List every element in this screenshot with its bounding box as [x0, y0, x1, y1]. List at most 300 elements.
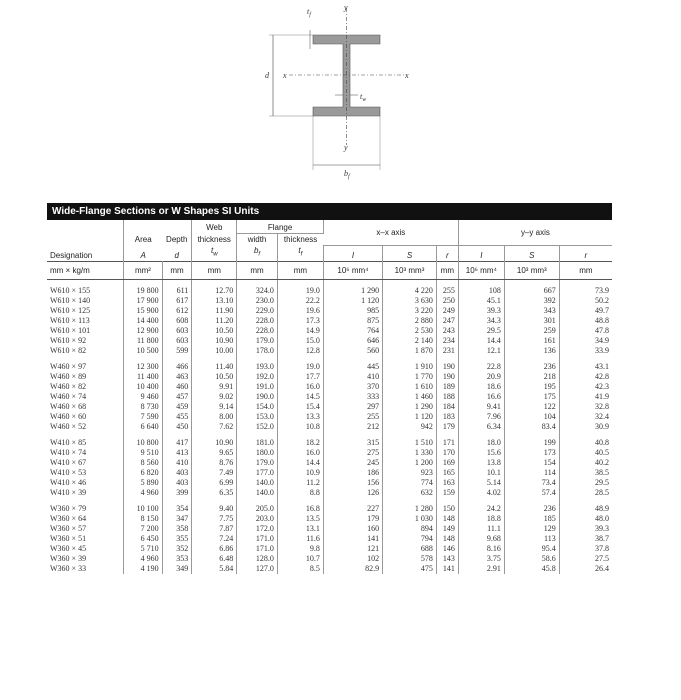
value-cell: 227 — [323, 504, 382, 514]
value-cell: 603 — [162, 326, 192, 336]
value-cell: 8 730 — [124, 402, 162, 412]
designation-cell: W410 × 85 — [47, 438, 124, 448]
value-cell: 34.9 — [595, 335, 609, 345]
value-cell: 353 — [162, 554, 192, 564]
value-cell: 141 — [323, 534, 382, 544]
value-cell: 10 400 — [124, 382, 162, 392]
designation-cell: W460 × 82 — [47, 382, 124, 392]
value-cell: 140.0 — [237, 478, 278, 488]
i-beam-cross-section-figure — [255, 0, 435, 195]
value-cell: 154.0 — [237, 402, 278, 412]
value-cell: 40.8 — [595, 437, 609, 447]
value-cell: 104 — [504, 412, 559, 422]
value-cell: 7.87 — [192, 524, 237, 534]
table-title: Wide-Flange Sections or W Shapes SI Units — [47, 203, 612, 220]
value-cell: 29.5 — [458, 326, 504, 336]
value-cell: 7.62 — [192, 422, 237, 432]
value-cell: 560 — [323, 346, 382, 356]
value-cell: 9.65 — [192, 448, 237, 458]
value-cell: 358 — [162, 524, 192, 534]
value-cell: 170 — [436, 448, 458, 458]
value-cell: 1 330 — [383, 448, 437, 458]
value-cell: 8 560 — [124, 458, 162, 468]
value-cell: 399 — [162, 488, 192, 498]
label-tw: $t_w$ — [360, 92, 367, 103]
header-depth-symbol: d — [162, 245, 192, 261]
value-cell: 275 — [323, 448, 382, 458]
value-cell: 15.4 — [277, 402, 323, 412]
unit-cell: 10⁶ mm⁴ — [323, 261, 382, 279]
value-cell: 146 — [436, 544, 458, 554]
units-row — [47, 261, 612, 279]
value-cell: 37.8 — [595, 543, 609, 553]
designation-cell: W610 × 101 — [47, 326, 124, 336]
value-cell: 9 460 — [124, 392, 162, 402]
value-cell: 10.90 — [192, 438, 237, 448]
value-cell: 15.0 — [277, 336, 323, 346]
value-cell: 11.40 — [192, 362, 237, 372]
value-cell: 205.0 — [237, 504, 278, 514]
unit-cell: 10⁶ mm⁴ — [458, 261, 504, 279]
designation-cell: W410 × 67 — [47, 458, 124, 468]
value-cell: 175 — [504, 392, 559, 402]
table-row — [47, 564, 612, 574]
value-cell: 171 — [436, 438, 458, 448]
value-cell: 58.6 — [504, 554, 559, 564]
designation-cell: W460 × 60 — [47, 412, 124, 422]
value-cell: 7.75 — [192, 514, 237, 524]
header-xx-axis: x–x axis — [323, 220, 458, 245]
value-cell: 352 — [162, 544, 192, 554]
designation-cell: W610 × 140 — [47, 296, 124, 306]
value-cell: 19.0 — [277, 362, 323, 372]
value-cell: 199 — [504, 438, 559, 448]
value-cell: 234 — [436, 336, 458, 346]
value-cell: 171.0 — [237, 544, 278, 554]
value-cell: 165 — [436, 468, 458, 478]
table-row — [47, 372, 612, 382]
table-row — [47, 392, 612, 402]
value-cell: 126 — [323, 488, 382, 498]
value-cell: 73.9 — [595, 285, 609, 295]
designation-cell: W410 × 39 — [47, 488, 124, 498]
value-cell: 8.5 — [277, 564, 323, 574]
value-cell: 9.8 — [277, 544, 323, 554]
value-cell: 11.1 — [458, 524, 504, 534]
value-cell: 794 — [383, 534, 437, 544]
value-cell: 13.8 — [458, 458, 504, 468]
value-cell: 355 — [162, 534, 192, 544]
value-cell: 6 820 — [124, 468, 162, 478]
value-cell: 403 — [162, 468, 192, 478]
value-cell: 122 — [504, 402, 559, 412]
value-cell: 163 — [436, 478, 458, 488]
value-cell: 172.0 — [237, 524, 278, 534]
value-cell: 171.0 — [237, 534, 278, 544]
value-cell: 212 — [323, 422, 382, 432]
unit-cell: 10³ mm³ — [504, 261, 559, 279]
value-cell: 203.0 — [237, 514, 278, 524]
designation-cell: W360 × 45 — [47, 544, 124, 554]
value-cell: 181.0 — [237, 438, 278, 448]
designation-cell: W360 × 39 — [47, 554, 124, 564]
header-flange-thickness: thickness — [283, 235, 318, 244]
value-cell: 43.1 — [595, 361, 609, 371]
value-cell: 460 — [162, 382, 192, 392]
value-cell: 18.8 — [458, 514, 504, 524]
value-cell: 161 — [504, 336, 559, 346]
value-cell: 417 — [162, 438, 192, 448]
value-cell: 33.9 — [595, 345, 609, 355]
value-cell: 301 — [504, 316, 559, 326]
value-cell: 40.2 — [595, 457, 609, 467]
value-cell: 48.0 — [595, 513, 609, 523]
value-cell: 259 — [504, 326, 559, 336]
value-cell: 22.8 — [458, 362, 504, 372]
value-cell: 463 — [162, 372, 192, 382]
value-cell: 5 890 — [124, 478, 162, 488]
table-row — [47, 448, 612, 458]
value-cell: 457 — [162, 392, 192, 402]
value-cell: 190.0 — [237, 392, 278, 402]
value-cell: 10.50 — [192, 372, 237, 382]
value-cell: 236 — [504, 504, 559, 514]
value-cell: 5 710 — [124, 544, 162, 554]
value-cell: 156 — [323, 478, 382, 488]
value-cell: 15 900 — [124, 306, 162, 316]
designation-cell: W610 × 92 — [47, 336, 124, 346]
value-cell: 1 200 — [383, 458, 437, 468]
value-cell: 7 590 — [124, 412, 162, 422]
value-cell: 16.0 — [277, 448, 323, 458]
value-cell: 148 — [436, 534, 458, 544]
value-cell: 42.3 — [595, 381, 609, 391]
value-cell: 667 — [504, 279, 559, 296]
table-row — [47, 362, 612, 372]
designation-cell: W610 × 125 — [47, 306, 124, 316]
value-cell: 26.4 — [595, 563, 609, 573]
value-cell: 7.24 — [192, 534, 237, 544]
table-row — [47, 544, 612, 554]
value-cell: 38.5 — [595, 467, 609, 477]
value-cell: 8.16 — [458, 544, 504, 554]
value-cell: 129 — [504, 524, 559, 534]
header-area-symbol: A — [140, 250, 146, 260]
value-cell: 774 — [383, 478, 437, 488]
table-row — [47, 346, 612, 356]
label-d: d — [265, 71, 269, 80]
table-row — [47, 402, 612, 412]
table-row — [47, 336, 612, 346]
value-cell: 195 — [504, 382, 559, 392]
unit-cell: mm — [436, 261, 458, 279]
value-cell: 11 400 — [124, 372, 162, 382]
value-cell: 143 — [436, 554, 458, 564]
value-cell: 13.5 — [277, 514, 323, 524]
value-cell: 9 510 — [124, 448, 162, 458]
table-row — [47, 514, 612, 524]
value-cell: 255 — [323, 412, 382, 422]
value-cell: 83.4 — [504, 422, 559, 432]
value-cell: 9.41 — [458, 402, 504, 412]
value-cell: 12 300 — [124, 362, 162, 372]
value-cell: 459 — [162, 402, 192, 412]
value-cell: 370 — [323, 382, 382, 392]
value-cell: 2.91 — [458, 564, 504, 574]
label-bf: $b_f$ — [344, 169, 350, 180]
value-cell: 186 — [323, 468, 382, 478]
value-cell: 343 — [504, 306, 559, 316]
value-cell: 10.9 — [277, 468, 323, 478]
value-cell: 10.1 — [458, 468, 504, 478]
header-designation: Designation — [47, 220, 124, 261]
value-cell: 18.6 — [458, 382, 504, 392]
header-depth: Depth — [162, 220, 192, 245]
value-cell: 114 — [504, 468, 559, 478]
value-cell: 190 — [436, 372, 458, 382]
value-cell: 82.9 — [323, 564, 382, 574]
value-cell: 45.1 — [458, 296, 504, 306]
value-cell: 14.5 — [277, 392, 323, 402]
value-cell: 11.6 — [277, 534, 323, 544]
value-cell: 599 — [162, 346, 192, 356]
value-cell: 413 — [162, 448, 192, 458]
value-cell: 410 — [162, 458, 192, 468]
value-cell: 24.2 — [458, 504, 504, 514]
value-cell: 354 — [162, 504, 192, 514]
designation-cell: W460 × 52 — [47, 422, 124, 432]
value-cell: 6 640 — [124, 422, 162, 432]
value-cell: 136 — [504, 346, 559, 356]
value-cell: 1 510 — [383, 438, 437, 448]
header-xx-S: S — [383, 245, 437, 261]
value-cell: 4 960 — [124, 554, 162, 564]
table-row — [47, 458, 612, 468]
value-cell: 249 — [436, 306, 458, 316]
value-cell: 10.7 — [277, 554, 323, 564]
value-cell: 14.4 — [277, 458, 323, 468]
value-cell: 3.75 — [458, 554, 504, 564]
value-cell: 6.99 — [192, 478, 237, 488]
value-cell: 48.9 — [595, 503, 609, 513]
header-yy-axis: y–y axis — [458, 220, 612, 245]
value-cell: 10.50 — [192, 326, 237, 336]
value-cell: 1 290 — [383, 402, 437, 412]
value-cell: 185 — [504, 514, 559, 524]
value-cell: 14.4 — [458, 336, 504, 346]
value-cell: 32.8 — [595, 401, 609, 411]
value-cell: 230.0 — [237, 296, 278, 306]
value-cell: 603 — [162, 336, 192, 346]
value-cell: 28.5 — [595, 487, 609, 497]
table-row — [47, 296, 612, 306]
value-cell: 7.96 — [458, 412, 504, 422]
value-cell: 2 880 — [383, 316, 437, 326]
value-cell: 42.8 — [595, 371, 609, 381]
value-cell: 13.3 — [277, 412, 323, 422]
value-cell: 10.8 — [277, 422, 323, 432]
value-cell: 247 — [436, 316, 458, 326]
value-cell: 229.0 — [237, 306, 278, 316]
value-cell: 8.76 — [192, 458, 237, 468]
value-cell: 188 — [436, 392, 458, 402]
header-xx-I: I — [323, 245, 382, 261]
value-cell: 255 — [436, 279, 458, 296]
table-row — [47, 478, 612, 488]
value-cell: 1 910 — [383, 362, 437, 372]
value-cell: 17 900 — [124, 296, 162, 306]
value-cell: 1 870 — [383, 346, 437, 356]
header-yy-r: r — [584, 250, 588, 260]
value-cell: 403 — [162, 478, 192, 488]
unit-cell: mm² — [124, 261, 162, 279]
value-cell: 923 — [383, 468, 437, 478]
value-cell: 16.0 — [277, 382, 323, 392]
value-cell: 10 100 — [124, 504, 162, 514]
value-cell: 102 — [323, 554, 382, 564]
label-y-bottom: y — [344, 143, 348, 152]
value-cell: 57.4 — [504, 488, 559, 498]
value-cell: 4 220 — [383, 279, 437, 296]
value-cell: 2 140 — [383, 336, 437, 346]
value-cell: 228.0 — [237, 326, 278, 336]
value-cell: 611 — [162, 279, 192, 296]
unit-cell: 10³ mm³ — [383, 261, 437, 279]
table-row — [47, 412, 612, 422]
value-cell: 1 030 — [383, 514, 437, 524]
header-web-symbol: $t_w$ — [192, 245, 237, 261]
value-cell: 159 — [436, 488, 458, 498]
value-cell: 445 — [323, 362, 382, 372]
value-cell: 183 — [436, 412, 458, 422]
value-cell: 179.0 — [237, 458, 278, 468]
label-x-left: x — [283, 71, 287, 80]
table-row — [47, 326, 612, 336]
value-cell: 41.9 — [595, 391, 609, 401]
value-cell: 11.90 — [192, 306, 237, 316]
designation-cell: W360 × 33 — [47, 564, 124, 574]
value-cell: 2 530 — [383, 326, 437, 336]
value-cell: 12.8 — [277, 346, 323, 356]
value-cell: 315 — [323, 438, 382, 448]
value-cell: 179.0 — [237, 336, 278, 346]
value-cell: 4.02 — [458, 488, 504, 498]
value-cell: 1 280 — [383, 504, 437, 514]
designation-cell: W360 × 64 — [47, 514, 124, 524]
table-row — [47, 534, 612, 544]
value-cell: 10 800 — [124, 438, 162, 448]
value-cell: 180.0 — [237, 448, 278, 458]
unit-cell: mm × kg/m — [47, 261, 124, 279]
value-cell: 218 — [504, 372, 559, 382]
value-cell: 47.8 — [595, 325, 609, 335]
value-cell: 6.48 — [192, 554, 237, 564]
value-cell: 297 — [323, 402, 382, 412]
designation-cell: W610 × 113 — [47, 316, 124, 326]
value-cell: 179 — [323, 514, 382, 524]
wide-flange-table — [47, 203, 612, 574]
value-cell: 475 — [383, 564, 437, 574]
value-cell: 32.4 — [595, 411, 609, 421]
value-cell: 9.02 — [192, 392, 237, 402]
designation-cell: W610 × 82 — [47, 346, 124, 356]
header-xx-r: r — [436, 245, 458, 261]
table-row — [47, 438, 612, 448]
value-cell: 12.1 — [458, 346, 504, 356]
header-web: Web — [192, 220, 237, 233]
value-cell: 450 — [162, 422, 192, 432]
value-cell: 410 — [323, 372, 382, 382]
value-cell: 612 — [162, 306, 192, 316]
value-cell: 7.49 — [192, 468, 237, 478]
value-cell: 108 — [458, 279, 504, 296]
header-flange-width-symbol: $b_f$ — [237, 245, 278, 261]
value-cell: 9.40 — [192, 504, 237, 514]
value-cell: 875 — [323, 316, 382, 326]
value-cell: 13.1 — [277, 524, 323, 534]
table-row — [47, 524, 612, 534]
value-cell: 5.84 — [192, 564, 237, 574]
value-cell: 113 — [504, 534, 559, 544]
value-cell: 1 610 — [383, 382, 437, 392]
table-row — [47, 468, 612, 478]
value-cell: 466 — [162, 362, 192, 372]
designation-cell: W410 × 53 — [47, 468, 124, 478]
value-cell: 10 500 — [124, 346, 162, 356]
value-cell: 8.8 — [277, 488, 323, 498]
value-cell: 178.0 — [237, 346, 278, 356]
value-cell: 95.4 — [504, 544, 559, 554]
value-cell: 14.9 — [277, 326, 323, 336]
value-cell: 243 — [436, 326, 458, 336]
value-cell: 10.90 — [192, 336, 237, 346]
designation-cell: W360 × 51 — [47, 534, 124, 544]
value-cell: 985 — [323, 306, 382, 316]
value-cell: 578 — [383, 554, 437, 564]
table-row — [47, 279, 612, 296]
value-cell: 3 220 — [383, 306, 437, 316]
value-cell: 245 — [323, 458, 382, 468]
value-cell: 324.0 — [237, 279, 278, 296]
value-cell: 250 — [436, 296, 458, 306]
value-cell: 228.0 — [237, 316, 278, 326]
value-cell: 169 — [436, 458, 458, 468]
value-cell: 48.8 — [595, 315, 609, 325]
value-cell: 7 200 — [124, 524, 162, 534]
value-cell: 15.6 — [458, 448, 504, 458]
value-cell: 333 — [323, 392, 382, 402]
value-cell: 189 — [436, 382, 458, 392]
value-cell: 8 150 — [124, 514, 162, 524]
value-cell: 191.0 — [237, 382, 278, 392]
value-cell: 1 120 — [323, 296, 382, 306]
value-cell: 121 — [323, 544, 382, 554]
value-cell: 392 — [504, 296, 559, 306]
value-cell: 11.20 — [192, 316, 237, 326]
value-cell: 17.7 — [277, 372, 323, 382]
value-cell: 9.68 — [458, 534, 504, 544]
value-cell: 1 770 — [383, 372, 437, 382]
value-cell: 13.10 — [192, 296, 237, 306]
value-cell: 236 — [504, 362, 559, 372]
value-cell: 347 — [162, 514, 192, 524]
value-cell: 16.8 — [277, 504, 323, 514]
value-cell: 190 — [436, 362, 458, 372]
value-cell: 9.14 — [192, 402, 237, 412]
value-cell: 141 — [436, 564, 458, 574]
value-cell: 19.0 — [277, 279, 323, 296]
header-web-thickness: thickness — [192, 233, 237, 245]
